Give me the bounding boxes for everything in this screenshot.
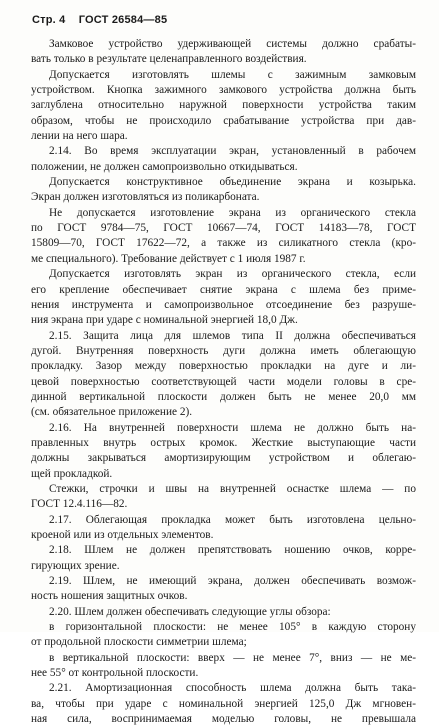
text-line: динной вертикальной плоскости должен быть не менее 20,0 мм: [31, 390, 416, 403]
text-line: (см. обязательное приложение 2).: [31, 406, 193, 419]
text-line: прокладку. Зазор между поверхностью прокладки на дуге и ли-: [31, 360, 416, 373]
text-line: заглублена относительно наружной поверхности устройства таким: [31, 99, 416, 112]
text-line: кроеной или из отдельных элементов.: [31, 529, 214, 541]
text-line: образом, чтобы не происходило срабатывание устройства при дав-: [31, 114, 416, 127]
text-line: нее 55° от контрольной плоскости.: [31, 667, 199, 680]
text-line: ва, чтобы при ударе с номинальной энергией 125,0 Дж мгновен-: [31, 697, 416, 710]
text-line: дугой. Внутренняя поверхность дуги должна иметь облегающую: [31, 344, 416, 357]
text-line: от продольной плоскости симметрии шлема;: [31, 636, 247, 649]
text-line: ГОСТ 12.4.116—82.: [31, 498, 128, 511]
text-line: 2.14. Во время эксплуатации экран, установленный в рабочем: [49, 145, 416, 158]
text-line: ме специального). Требование действует с 1 июля 1987 г.: [31, 252, 306, 265]
text-line: Стежки, строчки и швы на внутренней оснастке шлема — по: [49, 482, 416, 495]
text-line: 15809—70, ГОСТ 17622—72, а также из силикатного стекла (кро-: [31, 237, 416, 250]
text-line: в горизонтальной плоскости: не менее 105° в каждую сторону: [49, 621, 416, 634]
text-line: Допускается изготовлять шлемы с зажимным замковым: [49, 68, 416, 81]
text-line: 2.20. Шлем должен обеспечивать следующие углы обзора:: [49, 605, 331, 618]
text-line: должны закрываться амортизирующим устройством и облегаю-: [31, 452, 416, 465]
text-line: правленных внутрь острых кромок. Жесткие выступающие части: [31, 436, 416, 449]
text-line: 2.18. Шлем не должен препятствовать ношению очков, корре-: [49, 544, 416, 557]
text-line: Замковое устройство удерживающей системы должно срабаты-: [49, 38, 416, 50]
text-line: гирующих зрение.: [31, 559, 120, 572]
text-line: устройством. Кнопка зажимного замкового устройства должна быть: [31, 84, 416, 97]
text-line: 2.17. Облегающая прокладка может быть изготовлена цельно-: [49, 513, 416, 526]
text-line: Допускается изготовлять экран из органического стекла, если: [49, 268, 416, 281]
text-line: 2.15. Защита лица для шлемов типа II должна обеспечиваться: [49, 329, 416, 342]
standard-code: ГОСТ 26584—85: [78, 14, 168, 26]
text-line: 2.21. Амортизационная способность шлема должна быть така-: [49, 682, 416, 695]
page-header: [32, 14, 177, 26]
text-line: по ГОСТ 9784—75, ГОСТ 10667—74, ГОСТ 14183—78, ГОСТ: [31, 222, 416, 235]
text-line: нения инструмента и самопроизвольное отсоединение без разруше-: [31, 298, 416, 311]
text-line: цевой поверхностью соответствующей части модели головы в сре-: [31, 375, 416, 388]
text-line: ная сила, воспринимаемая моделью головы, не превышала: [31, 713, 416, 726]
text-line: щей прокладкой.: [31, 467, 113, 480]
text-line: в вертикальной плоскости: вверх — не менее 7°, вниз — не ме-: [49, 651, 416, 664]
text-line: Не допускается изготовление экрана из органического стекла: [49, 206, 416, 219]
text-line: Экран должен изготовляться из поликарбоната.: [31, 191, 260, 204]
page-number: Стр. 4: [32, 14, 66, 26]
text-line: лении на него шара.: [31, 130, 128, 143]
text-line: его крепление обеспечивает снятие экрана с шлема без приме-: [31, 283, 416, 296]
text-line: Допускается конструктивное объединение экрана и козырька.: [49, 176, 416, 189]
text-line: положении, не должен самопроизвольно откидываться.: [31, 160, 298, 173]
text-body: [31, 37, 416, 727]
text-line: ность ношения защитных очков.: [31, 590, 188, 603]
text-line: 2.19. Шлем, не имеющий экрана, должен обеспечивать возмож-: [49, 575, 416, 588]
text-line: 2.16. На внутренней поверхности шлема не должно быть на-: [49, 421, 416, 434]
text-line: ния экрана при ударе с номинальной энергией 18,0 Дж.: [31, 314, 298, 327]
text-line: вать только в результате целенаправленного воздействия.: [31, 53, 307, 66]
